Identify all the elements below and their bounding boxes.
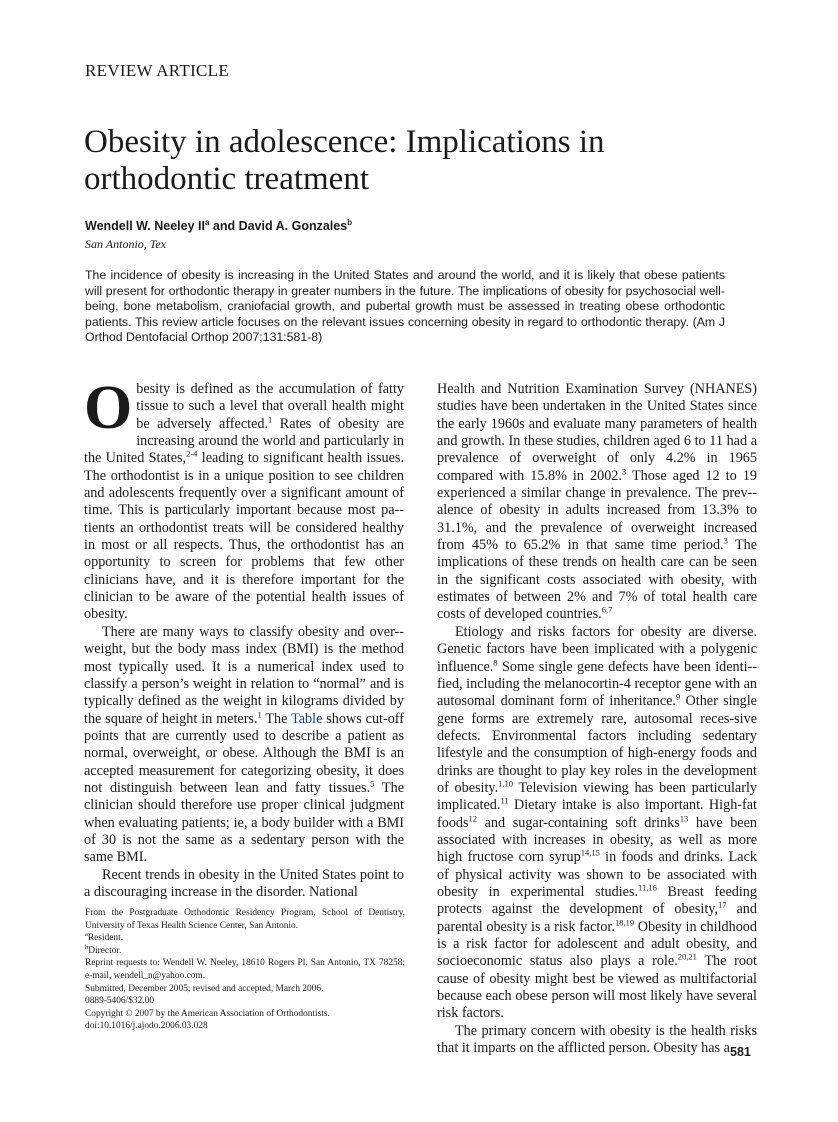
citation-link[interactable]: 5 [370, 778, 375, 789]
citation-link[interactable]: 14,15 [580, 847, 600, 858]
text-run: Other single gene forms are extremely rare, autosomal reces-sive defects. Environmental factors including sedentary lifestyle and the consumption of high-energy foods and drinks are thought to play key roles in the development of obesity. [437, 693, 757, 796]
paragraph [84, 374, 405, 624]
citation-link[interactable]: 3 [621, 465, 627, 476]
table-link[interactable]: Table [291, 710, 323, 727]
footnote-issn: 0889-5406/$32.00 [85, 996, 155, 1007]
citation-link[interactable]: 18,19 [614, 916, 635, 927]
section-label: REVIEW ARTICLE [85, 61, 230, 80]
text-run: Recent trends in obesity in the United States point to a discouraging increase in the disorder. National [84, 866, 404, 900]
text-run: The implications of these trends on health care can be seen in the significant costs associated with obesity, with estimates of between 2% and 7% of total health care costs of developed countries. [437, 537, 758, 623]
text-run: Dietary intake is also important. High-fat foods [437, 797, 757, 831]
footnotes [85, 907, 405, 1033]
text-run: Television viewing has been particularly implicated. [437, 779, 757, 814]
paragraph [84, 624, 404, 867]
text-run: and parental obesity is a risk factor. [437, 901, 757, 935]
citation-link[interactable]: 1,10 [498, 778, 514, 789]
text-run: Rates of obesity are increasing around the world and particularly in the United States, [84, 415, 405, 467]
text-run: There are many ways to classify obesity and over-weight, but the body mass index (BMI) is the method most typically used. It is a numerical index used to classify a person’s weight in relation to “normal” and is typically defined as the weight in kilograms divided by the square of height in meters. [84, 623, 404, 727]
text-run: shows cut-off points that are currently used to describe a patient as normal, overweight, or obese. Although the BMI is an accepted measurement for categorizing obesity, it does not distinguish between lean and fatty tissues. [84, 710, 404, 796]
text-run: have been associated with increases in obesity, as well as more high fructose corn syrup [437, 814, 757, 866]
author-conjunction: and [209, 219, 239, 233]
footnote-marker: a [85, 931, 88, 939]
citation-link[interactable]: 12 [468, 812, 478, 823]
author-name[interactable]: Wendell W. Neeley II [85, 219, 205, 233]
author-line [85, 219, 352, 233]
citation-link[interactable]: 8 [493, 656, 498, 667]
article-title: Obesity in adolescence: Implications in orthodontic treatment [84, 124, 605, 197]
text-run: Obesity in childhood is a risk factor for adolescent and adult obesity, and socioeconomic status also plays a role. [437, 918, 757, 970]
footnote-text: Director. [88, 945, 122, 956]
footnote-marker: b [85, 943, 89, 951]
paragraph [437, 624, 757, 1023]
citation-link[interactable]: 2-4 [186, 448, 198, 459]
citation-link[interactable]: 11 [500, 795, 509, 806]
footnote-text: Resident. [87, 933, 124, 944]
citation-link[interactable]: 20,21 [677, 951, 697, 962]
paragraph [84, 867, 404, 902]
citation-link[interactable]: 1 [268, 413, 273, 424]
affiliation-marker: a [204, 217, 210, 227]
citation-link[interactable]: 9 [675, 691, 681, 702]
citation-link[interactable]: 3 [723, 535, 728, 546]
footnote-submitted: Submitted, December 2005; revised and accepted, March 2006. [85, 983, 324, 994]
text-run: besity is defined as the accumulation of fatty tissue to such a level that overall health might be adversely affected. [136, 381, 404, 432]
citation-link[interactable]: 13 [679, 812, 689, 823]
author-location: San Antonio, Tex [85, 237, 167, 251]
body-column-right [437, 381, 757, 1057]
footnote-reprint: Reprint requests to: Wendell W. Neeley, 18610 Rogers Pl, San Antonio, TX 78258; e-mail, wendell_n@yahoo.com. [85, 958, 405, 981]
affiliation-marker: b [347, 217, 353, 227]
text-run: leading to significant health issues. The orthodontist is in a unique position to see children and adolescents frequently over a significant amount of time. This is particularly important because most pa-tients an orthodontist treats will be considered healthy in most or all respects. Thus, the orthodontist has an opportunity to screen for problems that few other clinicians have, and it is therefore important for the clinician to be aware of the potential health issues of obesity. [84, 450, 404, 623]
paragraph [437, 381, 757, 624]
text-run: Some single gene defects have been identi-fied, including the melanocortin-4 receptor gene with an autosomal dominant form of inheritance. [437, 658, 757, 710]
abstract: The incidence of obesity is increasing in the United States and around the world, and it is likely that obese patients will present for orthodontic therapy in greater numbers in the future. The implications of obesity for psychosocial well-being, bone metabolism, craniofacial growth, and pubertal growth must be assessed in treating obese orthodontic patients. This review article focuses on the relevant issues concerning obesity in regard to orthodontic therapy. (Am J Orthod Dentofacial Orthop 2007;131:581-8) [85, 268, 725, 345]
text-run: Breast feeding protects against the development of obesity, [437, 883, 757, 918]
text-run: in foods and drinks. Lack of physical activity was shown to be associated with obesity in experimental studies. [437, 849, 757, 900]
text-run: Etiology and risks factors for obesity are diverse. Genetic factors have been implicated with a polygenic influence. [437, 623, 757, 675]
footnote-director [85, 945, 405, 958]
footnote-copyright: Copyright © 2007 by the American Association of Orthodontists. [85, 1008, 330, 1019]
citation-link[interactable]: 1 [257, 708, 262, 719]
page-number: 581 [730, 1045, 751, 1059]
body-column-left [84, 374, 405, 901]
text-run: and sugar-containing soft drinks [477, 814, 680, 831]
author-name[interactable]: David A. Gonzales [238, 219, 348, 233]
footnote-doi[interactable]: doi:10.1016/j.ajodo.2006.03.028 [85, 1021, 208, 1032]
citation-link[interactable]: 6,7 [601, 604, 613, 615]
text-run: The root cause of obesity might best be viewed as multifactorial because each obese person will most likely have several risk factors. [437, 953, 758, 1022]
text-run: The clinician should therefore use proper clinical judgment when evaluating patients; ie, a body builder with a BMI of 30 is not the same as a sedentary person with the same BMI. [84, 779, 404, 866]
paragraph [437, 1023, 757, 1058]
citation-link[interactable]: 11,16 [638, 882, 657, 893]
text-run: The [261, 710, 292, 727]
footnote-affiliation: From the Postgraduate Orthodontic Residency Program, School of Dentistry, University of Texas Health Science Center, San Antonio. [85, 908, 405, 931]
text-run: Those aged 12 to 19 experienced a similar change in prevalence. The prev-alence of obesity in adults increased from 13.3% to 31.1%, and the prevalence of overweight increased from 45% to 65.2% in that same time period. [437, 467, 758, 554]
text-run: Health and Nutrition Examination Survey (NHANES) studies have been undertaken in the United States since the early 1960s and evaluate many parameters of health and growth. In these studies, children aged 6 to 11 had a prevalence of overweight of only 4.2% in 1965 compared with 15.8% in 2002. [437, 381, 757, 484]
drop-cap: O [84, 374, 133, 442]
citation-link[interactable]: 17 [718, 899, 727, 910]
text-run: The primary concern with obesity is the health risks that it imparts on the afflicted person. Obesity has a [437, 1022, 757, 1057]
footnote-resident [85, 932, 405, 945]
